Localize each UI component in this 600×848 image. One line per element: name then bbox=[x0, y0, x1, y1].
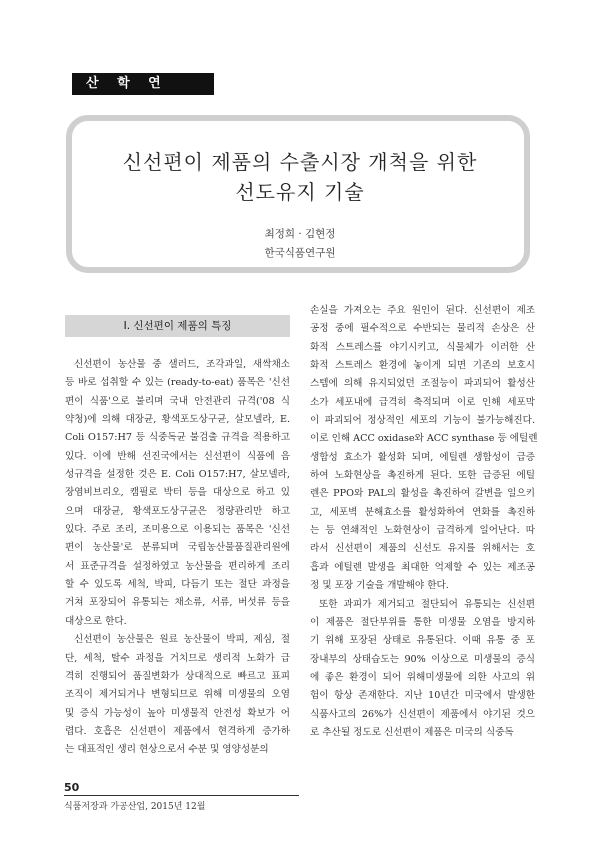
text-line: 으며 대장균, 황색포도상구균은 정량관리만 하고 bbox=[65, 505, 290, 517]
text-line: 라서 신선편이 제품의 신선도 유지를 위해서는 호 bbox=[310, 543, 535, 555]
text-line: 장염비브리오, 캠필로 박터 등을 대상으로 하고 있 bbox=[65, 487, 290, 499]
left-column-text bbox=[65, 356, 290, 760]
text-line: 렵다. 호흡은 신선편이 제품에서 현격하게 증가하 bbox=[65, 725, 290, 737]
text-line: 는 등 연쇄적인 노화현상이 급격하게 일어난다. 따 bbox=[310, 525, 535, 537]
text-line: 장내부의 상태습도는 90% 이상으로 미생물의 증식 bbox=[310, 653, 535, 665]
text-line: 식품사고의 26%가 신선편이 제품에서 야기된 것으 bbox=[310, 708, 535, 720]
text-line: 또한 과피가 제거되고 절단되어 유통되는 신선편 bbox=[319, 598, 535, 610]
text-line: 성규격을 설정한 것은 E. Coli O157:H7, 살모넬라, bbox=[65, 469, 290, 481]
article-title-line2: 선도유지 기술 bbox=[235, 180, 365, 204]
text-line: 편이 식품'으로 불리며 국내 안전관리 규격('08 식 bbox=[65, 395, 290, 407]
article-title-line1: 신선편이 제품의 수출시장 개척을 위한 bbox=[122, 150, 478, 174]
text-line: 서 표준규격을 설정하였고 농산물을 편리하게 조리 bbox=[65, 560, 290, 572]
text-line: 격히 진행되어 품질변화가 상대적으로 빠르고 표피 bbox=[65, 670, 290, 682]
text-line: 기 위해 포장된 상태로 유통된다. 이때 유통 중 포 bbox=[310, 635, 535, 647]
text-line: 생합성 효소가 활성화 되며, 에틸렌 생합성이 급증 bbox=[310, 451, 535, 463]
text-line: 있다. 주로 조리, 조미용으로 이용되는 품목은 '신선 bbox=[65, 524, 290, 536]
section-tag: 산 학 연 (3) bbox=[72, 73, 214, 95]
text-line: 이 제품은 절단부위를 통한 미생물 오염을 방지하 bbox=[310, 616, 535, 628]
text-line: 신선편이 농산물 중 샐러드, 조각과일, 새싹채소 bbox=[74, 359, 290, 370]
text-line: 대상으로 한다. bbox=[65, 615, 127, 627]
text-line: 단, 세척, 탈수 과정을 거치므로 생리적 노화가 급 bbox=[65, 652, 290, 664]
text-line: 고, 세포벽 분해효소를 활성화하여 연화를 촉진하 bbox=[310, 506, 535, 518]
authors: 최정희 · 김현정 bbox=[264, 228, 336, 240]
text-line: 편이 농산물'로 분류되며 국립농산물품질관리원에 bbox=[65, 542, 290, 554]
text-line: 이 파괴되어 정상적인 세포의 기능이 불가능해진다. bbox=[310, 415, 535, 427]
section-heading: Ⅰ. 신선편이 제품의 특징 bbox=[65, 315, 290, 337]
text-line: 스템에 의해 유지되었던 조절능이 파괴되어 활성산 bbox=[310, 378, 535, 390]
footer-journal: 식품저장과 가공산업, 2015년 12월 bbox=[64, 802, 206, 812]
text-line: 거쳐 포장되어 유통되는 채소류, 서류, 버섯류 등을 bbox=[65, 597, 290, 609]
text-line: 흡과 에틸렌 발생을 최대한 억제할 수 있는 제조공 bbox=[310, 561, 535, 573]
text-line: Coli O157:H7 등 식중독균 불검출 규격을 적용하고 bbox=[65, 432, 290, 444]
text-line: 렌은 PPO와 PAL의 활성을 촉진하여 갈변을 일으키 bbox=[310, 488, 535, 500]
text-line: 하여 노화현상을 촉진하게 된다. 또한 급증된 에틸 bbox=[310, 470, 535, 482]
text-line: 화적 스트레스를 야기시키고, 식물체가 이러한 산 bbox=[310, 341, 535, 353]
text-line: 및 증식 가능성이 높아 미생물적 안전성 확보가 어 bbox=[65, 707, 290, 719]
text-line: 화적 스트레스 환경에 놓이게 되면 기존의 보호시 bbox=[310, 360, 535, 372]
text-line: 소가 세포내에 급격히 축적되며 이로 인해 세포막 bbox=[310, 396, 535, 408]
text-line: 정 및 포장 기술을 개발해야 한다. bbox=[310, 580, 449, 592]
text-line: 에 좋은 환경이 되어 위해미생물에 의한 사고의 위 bbox=[310, 671, 535, 683]
text-line: 조직이 제거되거나 변형되므로 위해 미생물의 오염 bbox=[65, 689, 290, 701]
affiliation: 한국식품연구원 bbox=[264, 247, 336, 259]
page-number: 50 bbox=[64, 781, 80, 794]
text-line: 로 추산될 정도로 신선편이 제품은 미국의 식중독 bbox=[310, 726, 514, 738]
text-line: 는 대표적인 생리 현상으로서 수분 및 영양성분의 bbox=[65, 744, 269, 756]
text-line: 있다. 이에 반해 선진국에서는 신선편이 식품에 음 bbox=[65, 450, 290, 462]
text-line: 할 수 있도록 세척, 박피, 다듬기 또는 절단 과정을 bbox=[65, 579, 290, 591]
text-line: 공정 중에 필수적으로 수반되는 물리적 손상은 산 bbox=[310, 323, 535, 335]
text-line: 손실을 가져오는 주요 원인이 된다. 신선편이 제조 bbox=[310, 305, 535, 316]
text-line: 약청)에 의해 대장균, 황색포도상구균, 살모넬라, E. bbox=[65, 414, 290, 426]
text-line: 험이 항상 존재한다. 지난 10년간 미국에서 발생한 bbox=[310, 690, 535, 702]
footer-rule bbox=[64, 795, 299, 796]
text-line: 신선편이 농산물은 원료 농산물이 박피, 제심, 절 bbox=[74, 634, 290, 646]
text-line: 등 바로 섭취할 수 있는 (ready-to-eat) 품목은 '신선 bbox=[65, 377, 290, 389]
text-line: 이로 인해 ACC oxidase와 ACC synthase 등 에틸렌 bbox=[310, 433, 538, 445]
right-column-text bbox=[310, 302, 538, 742]
